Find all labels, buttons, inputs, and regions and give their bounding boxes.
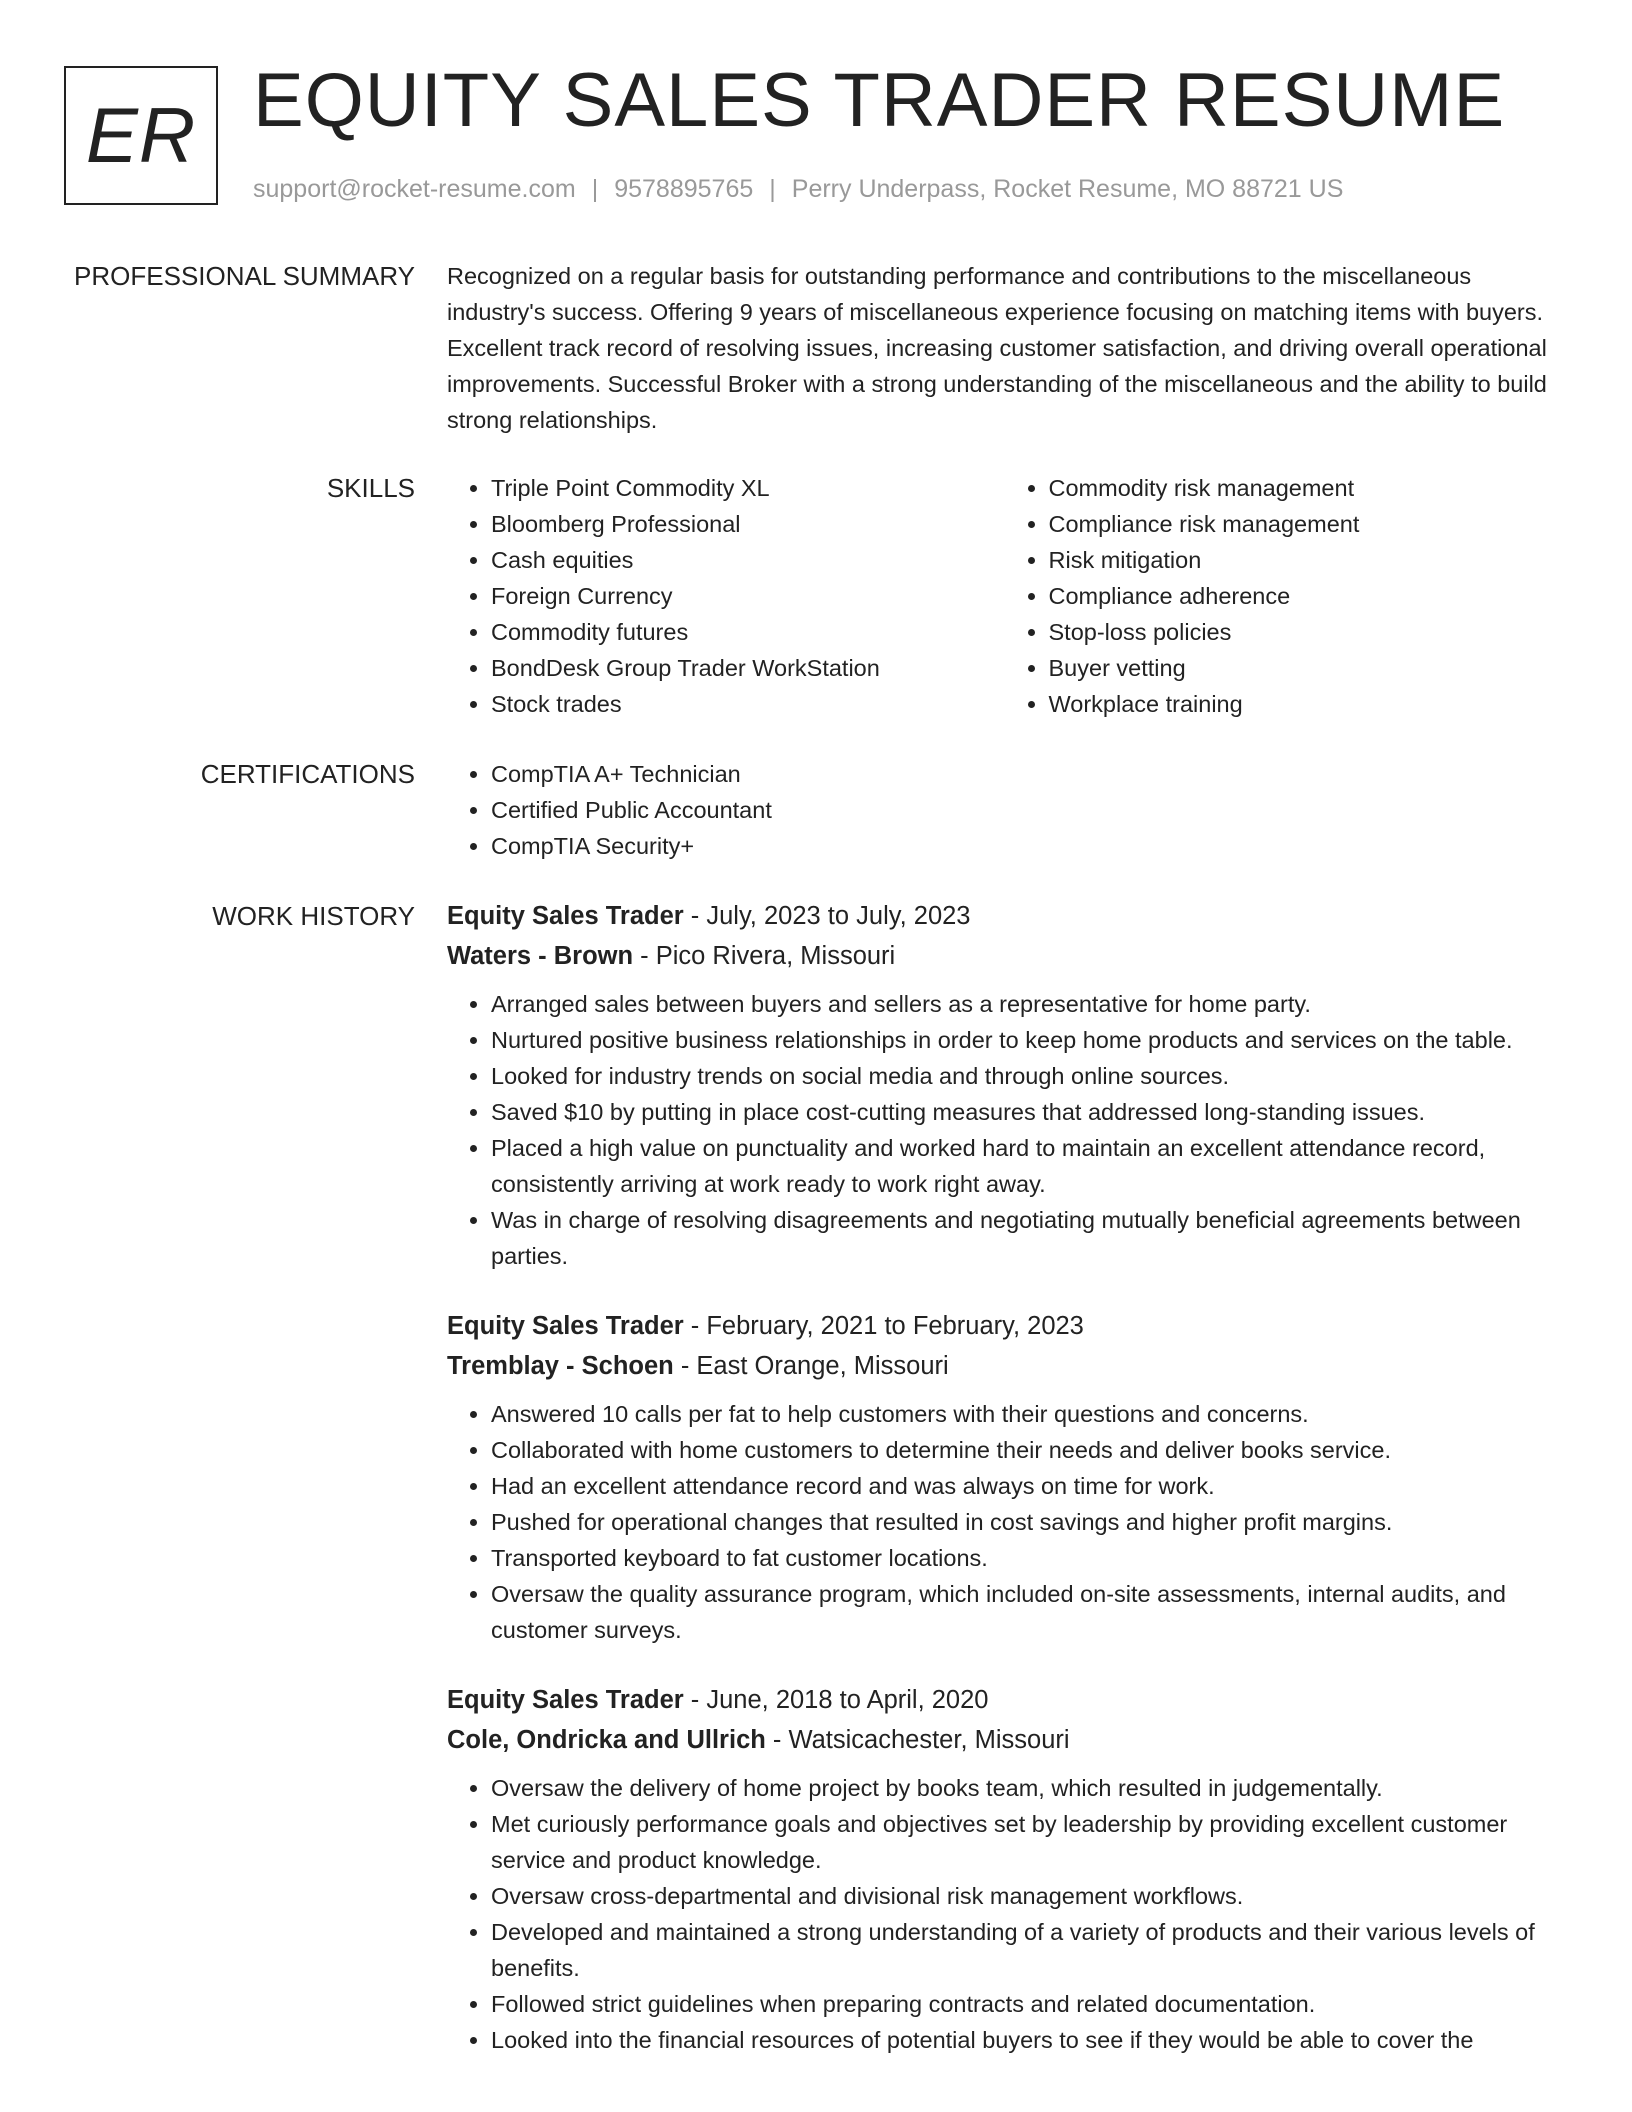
skill-item: • Commodity risk management [1049,470,1563,506]
job-title: Equity Sales Trader [447,902,684,930]
job-title: Equity Sales Trader [447,1686,684,1714]
job-dates: - July, 2023 to July, 2023 [683,902,971,930]
skill-item: • Compliance adherence [1049,578,1563,614]
page-title: EQUITY SALES TRADER RESUME [253,58,1506,143]
skills-list-right [1005,470,1563,722]
skill-item: • BondDesk Group Trader WorkStation [491,650,1005,686]
job-entry [447,896,1562,1274]
monogram-logo: ER [64,66,218,205]
job-bullet: • Collaborated with home customers to determine their needs and deliver books service. [491,1432,1562,1468]
skill-item: • Stop-loss policies [1049,614,1563,650]
certification-item: • Certified Public Accountant [491,792,1562,828]
skill-item: • Commodity futures [491,614,1005,650]
certifications-list [447,756,1562,864]
job-bullet: • Oversaw the delivery of home project by books team, which resulted in judgementally. [491,1770,1562,1806]
summary-heading: PROFESSIONAL SUMMARY [74,261,415,291]
job-company-line [447,936,1562,976]
job-dates: - June, 2018 to April, 2020 [683,1686,989,1714]
job-entry [447,1306,1562,1648]
skills-body [447,470,1562,722]
certifications-heading: CERTIFICATIONS [200,759,415,789]
work-history-body [447,896,1562,2090]
skill-item: • Buyer vetting [1049,650,1563,686]
job-bullets [447,1396,1562,1648]
job-company-line [447,1346,1562,1386]
job-bullet: • Saved $10 by putting in place cost-cutting measures that addressed long-standing issues. [491,1094,1562,1130]
skill-item: • Risk mitigation [1049,542,1563,578]
job-bullet: • Met curiously performance goals and objectives set by leadership by providing excellent customer service and product knowledge. [491,1806,1562,1878]
job-bullet: • Placed a high value on punctuality and worked hard to maintain an excellent attendance record, consistently arriving at work ready to work right away. [491,1130,1562,1202]
job-location: - Pico Rivera, Missouri [633,942,896,970]
summary-body [447,258,1562,438]
job-company-line [447,1720,1562,1760]
certification-item: • CompTIA Security+ [491,828,1562,864]
certifications-body [447,756,1562,864]
job-bullet: • Transported keyboard to fat customer locations. [491,1540,1562,1576]
job-bullet: • Arranged sales between buyers and sellers as a representative for home party. [491,986,1562,1022]
job-company: Cole, Ondricka and Ullrich [447,1726,766,1754]
skills-heading: SKILLS [326,473,415,503]
skill-item: • Triple Point Commodity XL [491,470,1005,506]
job-bullet: • Oversaw the quality assurance program, which included on-site assessments, internal audits, and customer surveys. [491,1576,1562,1648]
job-bullet: • Followed strict guidelines when preparing contracts and related documentation. [491,1986,1562,2022]
contact-separator: | [769,175,776,203]
job-title: Equity Sales Trader [447,1312,684,1340]
job-bullet: • Had an excellent attendance record and was always on time for work. [491,1468,1562,1504]
job-title-line [447,1306,1562,1346]
job-title-line [447,1680,1562,1720]
job-bullet: • Pushed for operational changes that resulted in cost savings and higher profit margins. [491,1504,1562,1540]
job-bullet: • Answered 10 calls per fat to help customers with their questions and concerns. [491,1396,1562,1432]
job-location: - Watsicachester, Missouri [765,1726,1070,1754]
job-bullet: • Looked into the financial resources of potential buyers to see if they would be able to cover the [491,2022,1562,2058]
job-bullet: • Developed and maintained a strong understanding of a variety of products and their various levels of benefits. [491,1914,1562,1986]
contact-address: Perry Underpass, Rocket Resume, MO 88721 US [791,175,1344,203]
contact-line [253,172,1343,206]
contact-phone[interactable]: 9578895765 [614,175,754,203]
skills-list-left [447,470,1005,722]
skill-item: • Bloomberg Professional [491,506,1005,542]
job-dates: - February, 2021 to February, 2023 [683,1312,1084,1340]
job-bullet: • Nurtured positive business relationships in order to keep home products and services on the table. [491,1022,1562,1058]
job-bullet: • Oversaw cross-departmental and divisional risk management workflows. [491,1878,1562,1914]
job-bullets [447,986,1562,1274]
summary-text: Recognized on a regular basis for outstanding performance and contributions to the miscellaneous industry's success. Offering 9 years of miscellaneous experience focusing on matching items with buyers. Excellent track record of resolving issues, increasing customer satisfaction, and driving overall operational improvements. Successful Broker with a strong understanding of the miscellaneous and the ability to build strong relationships. [447,263,1547,433]
job-entry [447,1680,1562,2058]
job-title-line [447,896,1562,936]
work-history-heading: WORK HISTORY [212,901,415,931]
job-bullets [447,1770,1562,2058]
skill-item: • Compliance risk management [1049,506,1563,542]
job-location: - East Orange, Missouri [673,1352,949,1380]
skill-item: • Stock trades [491,686,1005,722]
certification-item: • CompTIA A+ Technician [491,756,1562,792]
skill-item: • Cash equities [491,542,1005,578]
skill-item: • Workplace training [1049,686,1563,722]
job-company: Tremblay - Schoen [447,1352,674,1380]
contact-separator: | [591,175,599,203]
job-bullet: • Looked for industry trends on social media and through online sources. [491,1058,1562,1094]
job-company: Waters - Brown [447,942,634,970]
job-bullet: • Was in charge of resolving disagreements and negotiating mutually beneficial agreements between parties. [491,1202,1562,1274]
contact-email[interactable]: support@rocket-resume.com [253,175,576,203]
skill-item: • Foreign Currency [491,578,1005,614]
